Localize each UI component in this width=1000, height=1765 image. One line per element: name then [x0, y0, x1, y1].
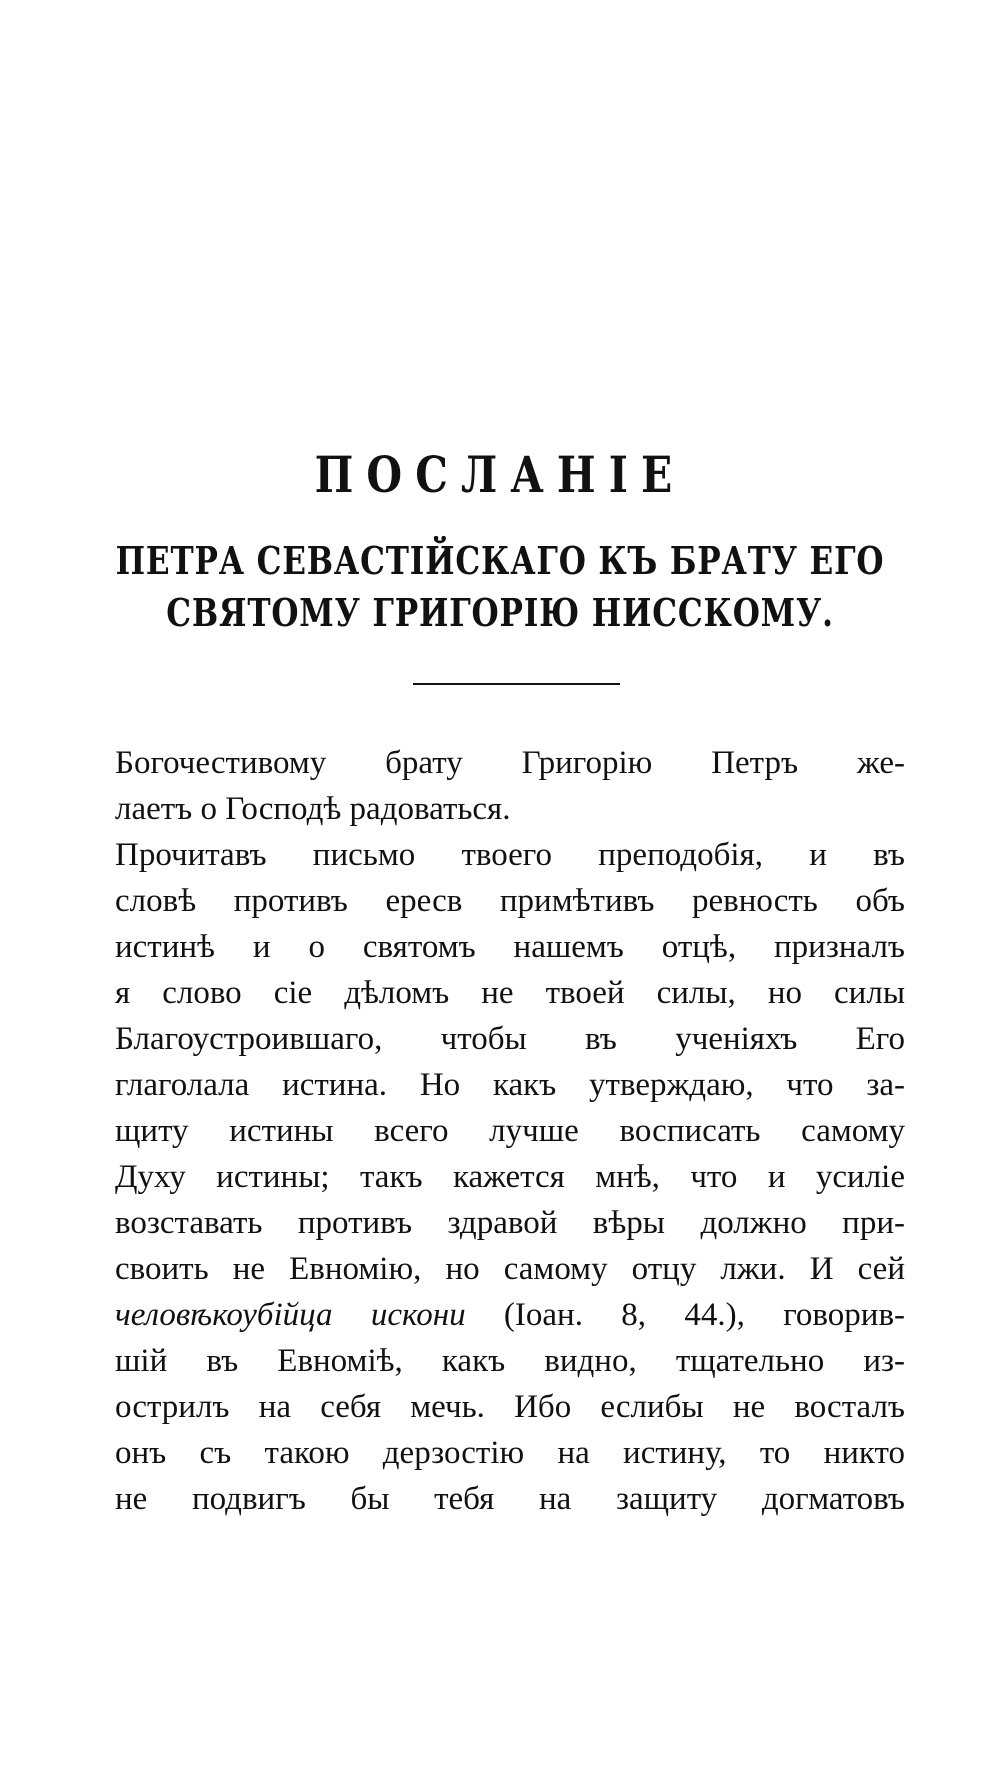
text-line-5: истинѣ и о святомъ нашемъ отцѣ, призналъ	[115, 929, 905, 965]
text-line-3: Прочитавъ письмо твоего преподобія, и въ	[115, 837, 905, 873]
text-line-6: я слово сіе дѣломъ не твоей силы, но силы	[115, 975, 905, 1011]
text-line-4: словѣ противъ ересв примѣтивъ ревность объ	[115, 883, 905, 919]
page-title: ПОСЛАНІЕ	[314, 445, 686, 504]
text-line-1: Богочестивому брату Григорію Петръ же-	[115, 745, 905, 781]
subtitle-line-1: ПЕТРА СЕВАСТІЙСКАГО КЪ БРАТУ ЕГО	[115, 538, 885, 583]
text-line-14: шій въ Евномiѣ, какъ видно, тщательно из-	[115, 1343, 905, 1379]
text-line-7: Благоустроившаго, чтобы въ ученіяхъ Его	[115, 1021, 905, 1057]
text-line-17: не подвигъ бы тебя на защиту догматовъ	[115, 1481, 905, 1517]
text-line-15: острилъ на себя мечь. Ибо еслибы не восталъ	[115, 1389, 905, 1425]
text-line-16: онъ съ такою дерзостію на истину, то никто	[115, 1435, 905, 1471]
text-line-13	[115, 1292, 905, 1338]
body-text	[115, 740, 905, 1522]
text-line-10: Духу истины; такъ кажется мнѣ, что и усиліе	[115, 1159, 905, 1195]
subtitle-line-2: СВЯТОМУ ГРИГОРІЮ НИССКОМУ.	[166, 590, 834, 635]
text-line-13-rest: (Іоан. 8, 44.), говорив-	[503, 1297, 906, 1333]
italic-phrase: человѣкоубійца искони	[115, 1297, 466, 1333]
text-line-2: лаетъ о Господѣ радоваться.	[115, 791, 511, 827]
text-line-11: возставать противъ здравой вѣры должно при-	[115, 1205, 905, 1241]
text-line-9: щиту истины всего лучше восписать самому	[115, 1113, 905, 1149]
title-divider	[413, 683, 620, 685]
text-line-12: своить не Евномію, но самому отцу лжи. И сей	[115, 1251, 905, 1287]
text-line-8: глаголала истина. Но какъ утверждаю, что за-	[115, 1067, 905, 1103]
